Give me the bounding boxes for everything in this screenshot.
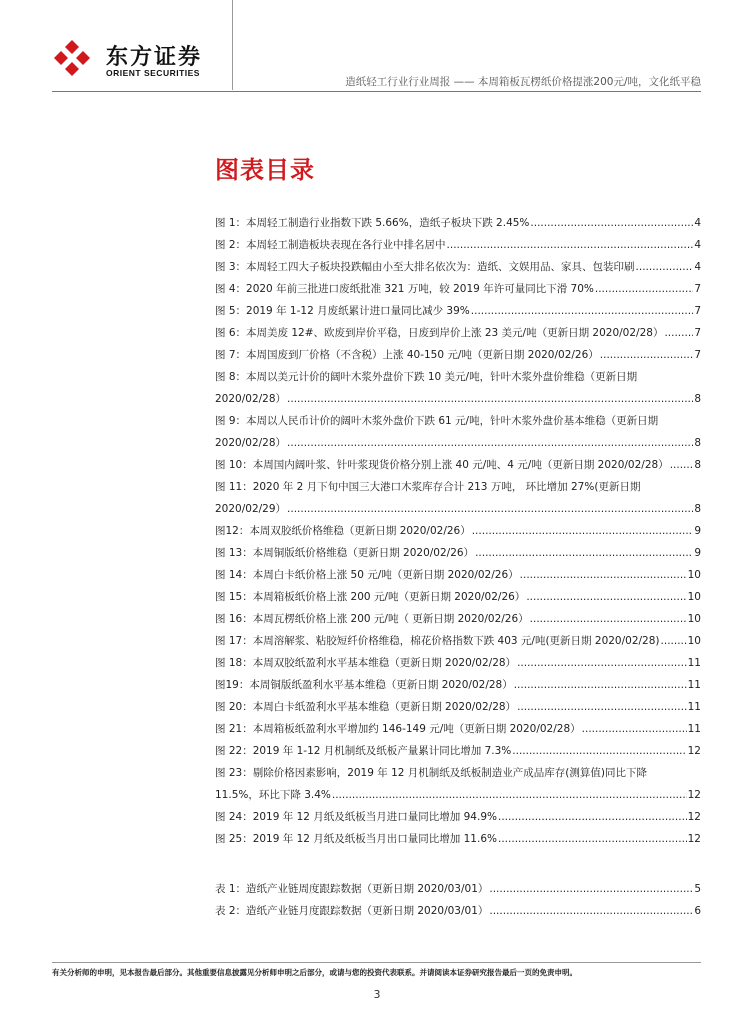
toc-page-number: 10 <box>687 569 701 581</box>
table-list <box>215 878 701 922</box>
toc-figure-entry[interactable] <box>215 674 701 696</box>
dot-leader <box>512 740 686 762</box>
toc-page-number: 11 <box>687 657 701 669</box>
toc-figure-entry[interactable] <box>215 278 701 300</box>
toc-entry-text: 图 20：本周白卡纸盈利水平基本维稳（更新日期 2020/02/28） <box>215 701 517 713</box>
toc-entry-text: 图 6：本周美废 12#、欧废到岸价平稳，日废到岸价上涨 23 美元/吨（更新日期 2020/02/28） <box>215 327 664 339</box>
toc-figure-entry[interactable] <box>215 454 701 476</box>
toc-figure-entry[interactable] <box>215 652 701 674</box>
toc-page-number: 10 <box>687 591 701 603</box>
toc-figure-entry[interactable] <box>215 586 701 608</box>
dot-leader <box>530 212 693 234</box>
toc-page-number: 8 <box>694 459 701 471</box>
dot-leader <box>498 806 687 828</box>
toc-entry-text: 图 18：本周双胶纸盈利水平基本维稳（更新日期 2020/02/28） <box>215 657 517 669</box>
toc-figure-entry[interactable] <box>215 608 701 630</box>
toc-figure-entry[interactable] <box>215 542 701 564</box>
dot-leader <box>664 322 693 344</box>
toc-page-number: 8 <box>694 437 701 449</box>
toc-figure-entry[interactable] <box>215 520 701 542</box>
toc-table-entry[interactable] <box>215 878 701 900</box>
dot-leader <box>520 564 687 586</box>
dot-leader <box>475 542 693 564</box>
toc-page-number: 11 <box>687 723 701 735</box>
toc-figure-entry[interactable] <box>215 696 701 718</box>
dot-leader <box>498 828 687 850</box>
toc-page-number: 9 <box>694 547 701 559</box>
dot-leader <box>595 278 693 300</box>
toc-entry-text: 图12：本周双胶纸价格维稳（更新日期 2020/02/26） <box>215 525 471 537</box>
toc-page-number: 7 <box>694 349 701 361</box>
toc-entry-text: 图 7：本周国废到厂价格（不含税）上涨 40-150 元/吨（更新日期 2020/02/26） <box>215 349 599 361</box>
toc-entry-text: 图 1：本周轻工制造行业指数下跌 5.66%，造纸子板块下跌 2.45% <box>215 217 530 229</box>
report-header-caption: 造纸轻工行业行业周报 —— 本周箱板瓦楞纸价格提涨200元/吨，文化纸平稳 <box>345 76 701 88</box>
toc-page-number: 7 <box>694 305 701 317</box>
toc-page-number: 12 <box>687 833 701 845</box>
toc-entry-text: 2020/02/29） <box>215 503 287 515</box>
section-gap <box>215 850 701 878</box>
toc-page-number: 8 <box>694 393 701 405</box>
toc-page-number: 7 <box>694 283 701 295</box>
toc-entry-text: 图 11：2020 年 2 月下旬中国三大港口木浆库存合计 213 万吨， 环比增加 27%(更新日期 <box>215 481 641 493</box>
dot-leader <box>287 432 693 454</box>
toc-page-number: 10 <box>687 635 701 647</box>
dot-leader <box>489 900 693 922</box>
toc-entry-text: 图 13：本周铜版纸价格维稳（更新日期 2020/02/26） <box>215 547 475 559</box>
toc-figure-entry[interactable] <box>215 630 701 652</box>
toc-entry-text: 图 2：本周轻工制造板块表现在各行业中排名居中 <box>215 239 446 251</box>
footer-rule <box>52 962 701 963</box>
toc-entry-text: 图 23：剔除价格因素影响，2019 年 12 月机制纸及纸板制造业产成品库存(测算值)同比下降 <box>215 767 647 779</box>
figure-list <box>215 212 701 850</box>
dot-leader <box>526 586 686 608</box>
toc-entry-text: 图19：本周铜版纸盈利水平基本维稳（更新日期 2020/02/28） <box>215 679 513 691</box>
toc-entry-text: 图 16：本周瓦楞纸价格上涨 200 元/吨（ 更新日期 2020/02/26） <box>215 613 529 625</box>
brand-name-cn: 东方证券 <box>106 45 203 70</box>
toc-page-number: 11 <box>687 701 701 713</box>
toc-entry-text: 图 3：本周轻工四大子板块投跌幅由小至大排名依次为：造纸、文娱用品、家具、包装印刷 <box>215 261 635 273</box>
dot-leader <box>517 696 687 718</box>
dot-leader <box>636 256 694 278</box>
dot-leader <box>530 608 687 630</box>
toc-page-number: 6 <box>694 905 701 917</box>
dot-leader <box>514 674 687 696</box>
toc-page-number: 12 <box>687 745 701 757</box>
toc-entry-text: 图 4：2020 年前三批进口废纸批准 321 万吨，较 2019 年许可量同比下滑 70% <box>215 283 594 295</box>
toc-entry-text: 图 22：2019 年 1-12 月机制纸及纸板产量累计同比增加 7.3% <box>215 745 512 757</box>
orient-securities-logo-icon <box>52 38 92 78</box>
toc-entry-text: 图 17：本周溶解浆、粘胶短纤价格维稳，棉花价格指数下跌 403 元/吨(更新日期 2020/02/28) <box>215 635 660 647</box>
dot-leader <box>447 234 694 256</box>
dot-leader <box>489 878 693 900</box>
toc-figure-entry[interactable] <box>215 806 701 828</box>
toc-entry-text: 表 1：造纸产业链周度跟踪数据（更新日期 2020/03/01） <box>215 883 489 895</box>
toc-figure-entry[interactable] <box>215 234 701 256</box>
toc-entry-text: 图 15：本周箱板纸价格上涨 200 元/吨（更新日期 2020/02/26） <box>215 591 526 603</box>
toc-figure-entry[interactable] <box>215 366 701 410</box>
toc-title: 图表目录 <box>215 156 315 184</box>
toc-page-number: 8 <box>694 503 701 515</box>
toc-entry-text: 表 2：造纸产业链月度跟踪数据（更新日期 2020/03/01） <box>215 905 489 917</box>
toc-figure-entry[interactable] <box>215 410 701 454</box>
toc-entry-text: 图 14：本周白卡纸价格上涨 50 元/吨（更新日期 2020/02/26） <box>215 569 519 581</box>
toc-entry-text: 图 5：2019 年 1-12 月废纸累计进口量同比减少 39% <box>215 305 470 317</box>
dot-leader <box>332 784 687 806</box>
dot-leader <box>582 718 687 740</box>
toc-page-number: 7 <box>694 327 701 339</box>
toc-entry-text: 11.5%，环比下降 3.4% <box>215 789 331 801</box>
dot-leader <box>472 520 694 542</box>
toc-page-number: 12 <box>687 811 701 823</box>
toc-page-number: 5 <box>694 883 701 895</box>
dot-leader <box>287 498 693 520</box>
toc-page-number: 4 <box>694 217 701 229</box>
toc-figure-entry[interactable] <box>215 564 701 586</box>
header-rule <box>52 91 701 92</box>
dot-leader <box>471 300 694 322</box>
toc-page-number: 12 <box>687 789 701 801</box>
toc-page-number: 4 <box>694 239 701 251</box>
toc-entry-text: 2020/02/28） <box>215 437 287 449</box>
toc-entry-text: 图 8：本周以美元计价的阔叶木浆外盘价下跌 10 美元/吨，针叶木浆外盘价维稳（更新日期 <box>215 371 638 383</box>
dot-leader <box>661 630 687 652</box>
toc-figure-entry[interactable] <box>215 828 701 850</box>
toc-figure-entry[interactable] <box>215 762 701 806</box>
toc-entry-text: 图 9：本周以人民币计价的阔叶木浆外盘价下跌 61 元/吨，针叶木浆外盘价基本维稳（更新日期 <box>215 415 659 427</box>
page-number: 3 <box>373 988 381 1001</box>
toc-entry-text: 图 24：2019 年 12 月纸及纸板当月进口量同比增加 94.9% <box>215 811 497 823</box>
toc-figure-entry[interactable] <box>215 212 701 234</box>
toc-page-number: 4 <box>694 261 701 273</box>
toc-page-number: 10 <box>687 613 701 625</box>
brand-name-en: ORIENT SECURITIES <box>106 68 200 78</box>
toc-page-number: 11 <box>687 679 701 691</box>
toc-figure-entry[interactable] <box>215 344 701 366</box>
toc-entry-text: 图 25：2019 年 12 月纸及纸板当月出口量同比增加 11.6% <box>215 833 497 845</box>
toc-figure-entry[interactable] <box>215 740 701 762</box>
table-of-contents <box>215 212 701 922</box>
toc-figure-entry[interactable] <box>215 718 701 740</box>
toc-entry-text: 图 10：本周国内阔叶浆、针叶浆现货价格分别上涨 40 元/吨、4 元/吨（更新日期 2020/02/28） <box>215 459 669 471</box>
toc-page-number: 9 <box>694 525 701 537</box>
dot-leader <box>600 344 694 366</box>
toc-figure-entry[interactable] <box>215 300 701 322</box>
footer-disclaimer: 有关分析师的申明，见本报告最后部分。其他重要信息披露见分析师申明之后部分，或请与您的投资代表联系。并请阅读本证券研究报告最后一页的免责申明。 <box>52 968 577 977</box>
toc-entry-text: 图 21：本周箱板纸盈利水平增加约 146-149 元/吨（更新日期 2020/02/28） <box>215 723 581 735</box>
toc-figure-entry[interactable] <box>215 476 701 520</box>
dot-leader <box>670 454 694 476</box>
dot-leader <box>517 652 687 674</box>
dot-leader <box>287 388 693 410</box>
toc-table-entry[interactable] <box>215 900 701 922</box>
toc-figure-entry[interactable] <box>215 256 701 278</box>
toc-entry-text: 2020/02/28） <box>215 393 287 405</box>
toc-figure-entry[interactable] <box>215 322 701 344</box>
